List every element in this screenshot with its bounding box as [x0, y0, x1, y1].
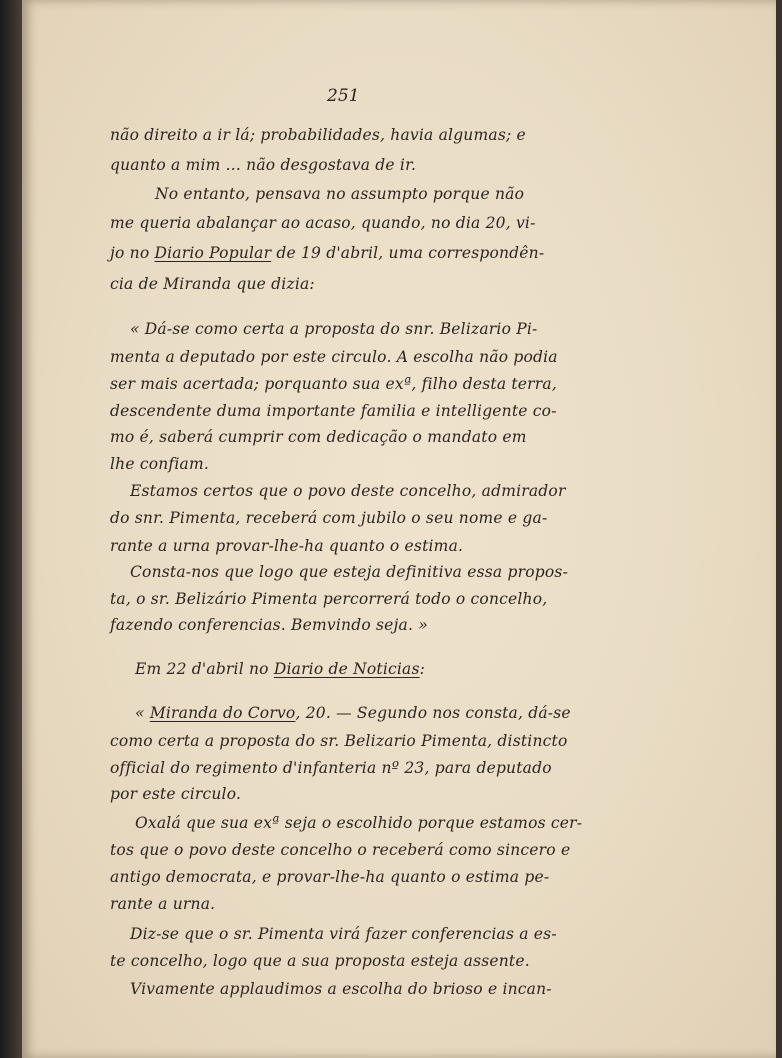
manuscript-line: descendente duma importante familia e intelligente co- — [110, 402, 557, 420]
line-text: jo no — [110, 244, 155, 262]
manuscript-line: No entanto, pensava no assumpto porque não — [155, 185, 525, 203]
manuscript-line: Diz-se que o sr. Pimenta virá fazer conferencias a es- — [130, 925, 557, 943]
manuscript-line: te concelho, logo que a sua proposta esteja assente. — [110, 952, 530, 970]
manuscript-line: Estamos certos que o povo deste concelho, admirador — [130, 482, 566, 500]
line-text: de 19 d'abril, uma correspondên- — [271, 244, 545, 262]
line-text: Em 22 d'abril no — [135, 660, 274, 678]
manuscript-line: tos que o povo deste concelho o receberá como sincero e — [110, 841, 571, 859]
manuscript-line: menta a deputado por este circulo. A escolha não podia — [110, 348, 558, 366]
manuscript-line — [135, 660, 425, 678]
manuscript-line: rante a urna. — [110, 895, 216, 913]
line-text: , 20. — Segundo nos consta, dá-se — [295, 704, 571, 722]
manuscript-line: me queria abalançar ao acaso, quando, no dia 20, vi- — [110, 214, 536, 232]
page-number: 251 — [327, 86, 360, 106]
manuscript-line: Consta-nos que logo que esteja definitiva essa propos- — [130, 563, 569, 581]
newspaper-title: Diario Popular — [154, 244, 272, 262]
manuscript-line: como certa a proposta do sr. Belizario Pimenta, distincto — [110, 732, 568, 750]
place-name: Miranda do Corvo — [149, 704, 296, 722]
manuscript-line: cia de Miranda que dizia: — [110, 275, 315, 293]
manuscript-line: Oxalá que sua exª seja o escolhido porque estamos cer- — [135, 814, 583, 832]
manuscript-line: official do regimento d'infanteria nº 23, para deputado — [110, 759, 552, 777]
manuscript-line: Vivamente applaudimos a escolha do brioso e incan- — [130, 980, 552, 998]
page-edge — [776, 0, 782, 1058]
manuscript-line: fazendo conferencias. Bemvindo seja. » — [110, 616, 428, 634]
manuscript-line: mo é, saberá cumprir com dedicação o mandato em — [110, 428, 527, 446]
manuscript-line: lhe confiam. — [110, 455, 209, 473]
manuscript-line — [110, 244, 544, 262]
line-text: « — [135, 704, 150, 722]
newspaper-title: Diario de Noticias — [273, 660, 420, 678]
manuscript-line: rante a urna provar-lhe-ha quanto o estima. — [110, 537, 464, 555]
manuscript-line: « Dá-se como certa a proposta do snr. Belizario Pi- — [130, 320, 538, 338]
manuscript-line: não direito a ir lá; probabilidades, havia algumas; e — [110, 126, 526, 144]
manuscript-line: por este circulo. — [110, 785, 242, 803]
manuscript-line: ta, o sr. Belizário Pimenta percorrerá todo o concelho, — [110, 590, 548, 608]
book-binding — [0, 0, 22, 1058]
manuscript-line: quanto a mim ... não desgostava de ir. — [110, 156, 417, 174]
manuscript-line: ser mais acertada; porquanto sua exª, filho desta terra, — [110, 375, 557, 393]
line-text: : — [419, 660, 426, 678]
manuscript-line — [135, 704, 571, 722]
manuscript-line: do snr. Pimenta, receberá com jubilo o seu nome e ga- — [110, 509, 548, 527]
manuscript-line: antigo democrata, e provar-lhe-ha quanto o estima pe- — [110, 868, 550, 886]
